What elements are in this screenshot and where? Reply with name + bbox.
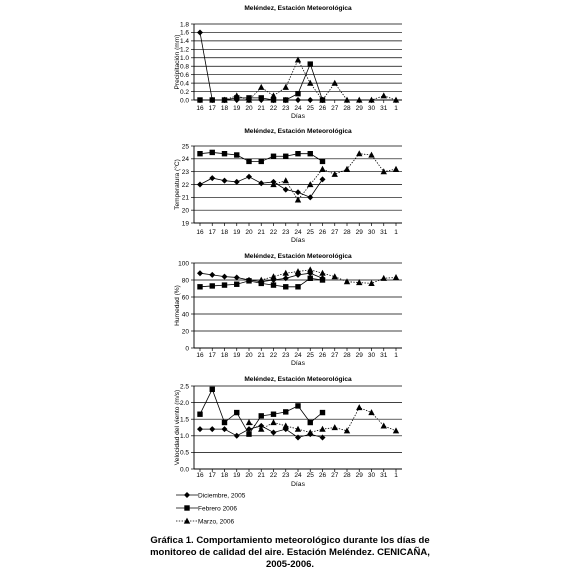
data-point [222, 426, 228, 432]
y-tick-label: 1.4 [179, 38, 189, 46]
figure-caption: Gráfica 1. Comportamiento meteorológico durante los días de monitoreo de calidad del aire. Estación Meléndez. CENICAÑA, 2005-2006. [150, 535, 430, 570]
y-axis-label: Velocidad del viento (m/s) [174, 389, 181, 466]
x-tick-label: 1 [394, 229, 398, 236]
data-point [246, 174, 252, 180]
data-point [234, 282, 239, 287]
data-point [393, 166, 399, 172]
data-point [332, 424, 338, 430]
data-point [222, 282, 227, 287]
data-point [320, 434, 326, 440]
data-point [320, 410, 325, 415]
y-tick-label: 20 [181, 328, 189, 336]
x-tick-label: 21 [257, 105, 265, 112]
data-point [259, 95, 264, 100]
y-tick-label: 0.4 [179, 80, 189, 88]
data-point [210, 283, 215, 288]
y-tick-label: 1.0 [179, 433, 189, 441]
data-point [307, 97, 313, 103]
x-tick-label: 1 [394, 105, 398, 112]
data-point [234, 152, 239, 157]
series-2 [197, 61, 325, 102]
legend-marker [184, 505, 189, 510]
x-tick-label: 24 [294, 472, 302, 479]
series-2 [197, 150, 325, 164]
y-tick-label: 0.8 [179, 63, 189, 71]
x-tick-label: 20 [245, 472, 253, 479]
chart-2 [173, 128, 402, 244]
x-tick-label: 30 [367, 229, 376, 236]
data-point [209, 426, 215, 432]
data-point [295, 97, 301, 103]
x-axis-label: Días [291, 481, 305, 488]
y-tick-label: 25 [181, 143, 189, 151]
data-point [283, 84, 289, 90]
series-line [261, 270, 396, 284]
data-point [381, 168, 387, 174]
data-point [258, 84, 264, 90]
data-point [356, 150, 362, 156]
x-tick-label: 19 [233, 105, 241, 112]
x-tick-label: 31 [380, 105, 388, 112]
x-tick-label: 23 [282, 229, 290, 236]
data-point [393, 274, 399, 280]
data-point [393, 427, 399, 433]
data-point [344, 278, 350, 284]
y-tick-label: 22 [181, 181, 189, 189]
data-point [307, 80, 313, 86]
x-tick-label: 26 [318, 352, 327, 359]
data-point [295, 189, 301, 195]
x-tick-label: 17 [208, 105, 216, 112]
data-point [332, 80, 338, 86]
data-point [197, 97, 202, 102]
data-point [295, 284, 300, 289]
legend-marker [184, 492, 190, 498]
data-point [308, 420, 313, 425]
data-point [283, 284, 288, 289]
x-tick-label: 21 [257, 229, 265, 236]
data-point [283, 409, 288, 414]
x-tick-label: 28 [343, 105, 351, 112]
data-point [222, 274, 228, 280]
x-tick-label: 29 [355, 472, 363, 479]
y-tick-label: 21 [181, 194, 189, 202]
data-point [283, 187, 289, 193]
data-point [381, 92, 387, 98]
chart-title: Meléndez, Estación Meteorológica [244, 376, 352, 383]
y-tick-label: 0 [185, 345, 189, 353]
x-tick-label: 18 [220, 229, 229, 236]
data-point [295, 91, 300, 96]
x-tick-label: 18 [220, 472, 229, 479]
y-axis-label: Humedad (%) [174, 285, 181, 326]
y-tick-label: 0.0 [179, 466, 189, 474]
x-tick-label: 27 [331, 229, 339, 236]
y-tick-label: 80 [181, 277, 189, 285]
data-point [258, 180, 264, 186]
x-tick-label: 27 [331, 472, 339, 479]
y-tick-label: 24 [181, 156, 189, 164]
data-point [197, 182, 203, 188]
x-tick-label: 22 [269, 105, 278, 112]
x-tick-label: 23 [282, 105, 290, 112]
chart-1 [174, 5, 402, 120]
x-tick-label: 26 [318, 472, 327, 479]
y-tick-label: 2.0 [179, 399, 189, 407]
data-point [197, 426, 203, 432]
y-tick-label: 100 [178, 260, 189, 268]
y-tick-label: 1.0 [179, 55, 189, 63]
x-tick-label: 29 [355, 352, 363, 359]
y-tick-label: 0.0 [179, 97, 189, 105]
y-tick-label: 40 [181, 311, 189, 319]
data-point [271, 154, 276, 159]
data-point [320, 176, 326, 182]
y-tick-label: 2.5 [179, 383, 189, 391]
series-3 [246, 404, 399, 435]
x-tick-label: 26 [318, 229, 327, 236]
x-tick-label: 20 [245, 229, 253, 236]
data-point [197, 412, 202, 417]
x-tick-label: 23 [282, 472, 290, 479]
data-point [222, 420, 227, 425]
data-point [308, 61, 313, 66]
x-axis-label: Días [291, 360, 305, 367]
y-tick-label: 1.5 [179, 416, 189, 424]
data-point [197, 270, 203, 276]
data-point [319, 166, 325, 172]
data-point [210, 150, 215, 155]
x-tick-label: 25 [306, 352, 314, 359]
data-point [308, 276, 313, 281]
data-point [246, 278, 251, 283]
y-tick-label: 20 [181, 207, 189, 215]
data-point [271, 429, 277, 435]
x-tick-label: 17 [208, 472, 216, 479]
data-point [283, 97, 288, 102]
y-tick-label: 60 [181, 294, 189, 302]
x-tick-label: 31 [380, 229, 388, 236]
x-tick-label: 20 [245, 352, 253, 359]
x-tick-label: 19 [233, 472, 241, 479]
data-point [320, 277, 325, 282]
data-point [368, 280, 374, 286]
x-axis-label: Días [291, 113, 305, 120]
data-point [259, 159, 264, 164]
x-tick-label: 29 [355, 229, 363, 236]
data-point [246, 419, 252, 425]
x-tick-label: 30 [367, 352, 376, 359]
y-axis-label: Precipitación (mm) [174, 34, 181, 90]
x-tick-label: 24 [294, 105, 302, 112]
data-point [234, 274, 240, 280]
data-point [356, 404, 362, 410]
data-point [270, 419, 276, 425]
x-tick-label: 16 [196, 229, 204, 236]
x-tick-label: 16 [196, 105, 204, 112]
series-line [200, 64, 323, 100]
y-tick-label: 19 [181, 220, 189, 228]
y-tick-label: 1.8 [179, 21, 189, 29]
x-tick-label: 16 [196, 472, 204, 479]
data-point [271, 282, 276, 287]
data-point [246, 431, 251, 436]
x-tick-label: 21 [257, 352, 265, 359]
x-tick-label: 28 [343, 472, 351, 479]
x-tick-label: 16 [196, 352, 204, 359]
x-tick-label: 23 [282, 352, 290, 359]
data-point [258, 277, 264, 283]
data-point [320, 159, 325, 164]
data-point [234, 179, 240, 185]
data-point [271, 412, 276, 417]
data-point [295, 403, 300, 408]
data-point [283, 270, 289, 276]
chart-3 [174, 253, 402, 367]
data-point [197, 151, 202, 156]
x-tick-label: 17 [208, 229, 216, 236]
x-tick-label: 24 [294, 352, 302, 359]
data-point [222, 151, 227, 156]
data-point [307, 266, 313, 272]
chart-title: Meléndez, Estación Meteorológica [244, 5, 352, 12]
series-line [200, 177, 323, 198]
data-point [197, 284, 202, 289]
x-tick-label: 25 [306, 105, 314, 112]
data-point [270, 92, 276, 98]
x-tick-label: 21 [257, 472, 265, 479]
y-tick-label: 0.2 [179, 88, 189, 96]
series-1 [197, 174, 326, 201]
legend-label: Febrero 2006 [198, 505, 238, 513]
data-point [209, 272, 215, 278]
data-point [234, 410, 239, 415]
y-axis-label: Temperatura (°C) [174, 159, 181, 210]
x-tick-label: 27 [331, 352, 339, 359]
data-point [319, 270, 325, 276]
x-tick-label: 25 [306, 472, 314, 479]
x-tick-label: 1 [394, 352, 398, 359]
data-point [295, 56, 301, 62]
x-tick-label: 25 [306, 229, 314, 236]
data-point [259, 413, 264, 418]
x-tick-label: 17 [208, 352, 216, 359]
x-tick-label: 22 [269, 352, 278, 359]
data-point [283, 422, 289, 428]
data-point [307, 194, 313, 200]
x-tick-label: 19 [233, 229, 241, 236]
y-tick-label: 1.6 [179, 29, 189, 37]
data-point [283, 275, 289, 281]
y-tick-label: 1.2 [179, 46, 189, 54]
data-point [210, 97, 215, 102]
x-tick-label: 22 [269, 472, 278, 479]
series-3 [270, 150, 399, 202]
data-point [368, 409, 374, 415]
y-tick-label: 0.5 [179, 449, 189, 457]
x-tick-label: 30 [367, 472, 376, 479]
data-point [210, 387, 215, 392]
data-point [295, 434, 301, 440]
legend-label: Diciembre, 2005 [198, 492, 246, 500]
chart-title: Meléndez, Estación Meteorológica [244, 128, 352, 135]
x-tick-label: 1 [394, 472, 398, 479]
data-point [197, 29, 203, 35]
x-tick-label: 28 [343, 352, 351, 359]
y-tick-label: 23 [181, 168, 189, 176]
data-point [308, 151, 313, 156]
data-point [307, 181, 313, 187]
x-tick-label: 18 [220, 105, 229, 112]
x-axis-label: Días [291, 237, 305, 244]
x-tick-label: 28 [343, 229, 351, 236]
x-tick-label: 19 [233, 352, 241, 359]
x-tick-label: 18 [220, 352, 229, 359]
data-point [234, 433, 240, 439]
legend [176, 492, 246, 525]
x-tick-label: 26 [318, 105, 327, 112]
data-point [209, 175, 215, 181]
x-tick-label: 31 [380, 472, 388, 479]
x-tick-label: 22 [269, 229, 278, 236]
chart-4 [174, 376, 402, 488]
x-tick-label: 31 [380, 352, 388, 359]
data-point [295, 151, 300, 156]
series-3 [258, 266, 399, 286]
x-tick-label: 29 [355, 105, 363, 112]
data-point [319, 426, 325, 432]
data-point [283, 154, 288, 159]
x-tick-label: 20 [245, 105, 253, 112]
x-tick-label: 24 [294, 229, 302, 236]
x-tick-label: 30 [367, 105, 376, 112]
data-point [368, 152, 374, 158]
data-point [222, 178, 228, 184]
legend-label: Marzo, 2006 [198, 518, 235, 526]
x-tick-label: 27 [331, 105, 339, 112]
y-tick-label: 0.6 [179, 71, 189, 79]
chart-title: Meléndez, Estación Meteorológica [244, 253, 352, 260]
data-point [246, 159, 251, 164]
data-point [283, 177, 289, 183]
